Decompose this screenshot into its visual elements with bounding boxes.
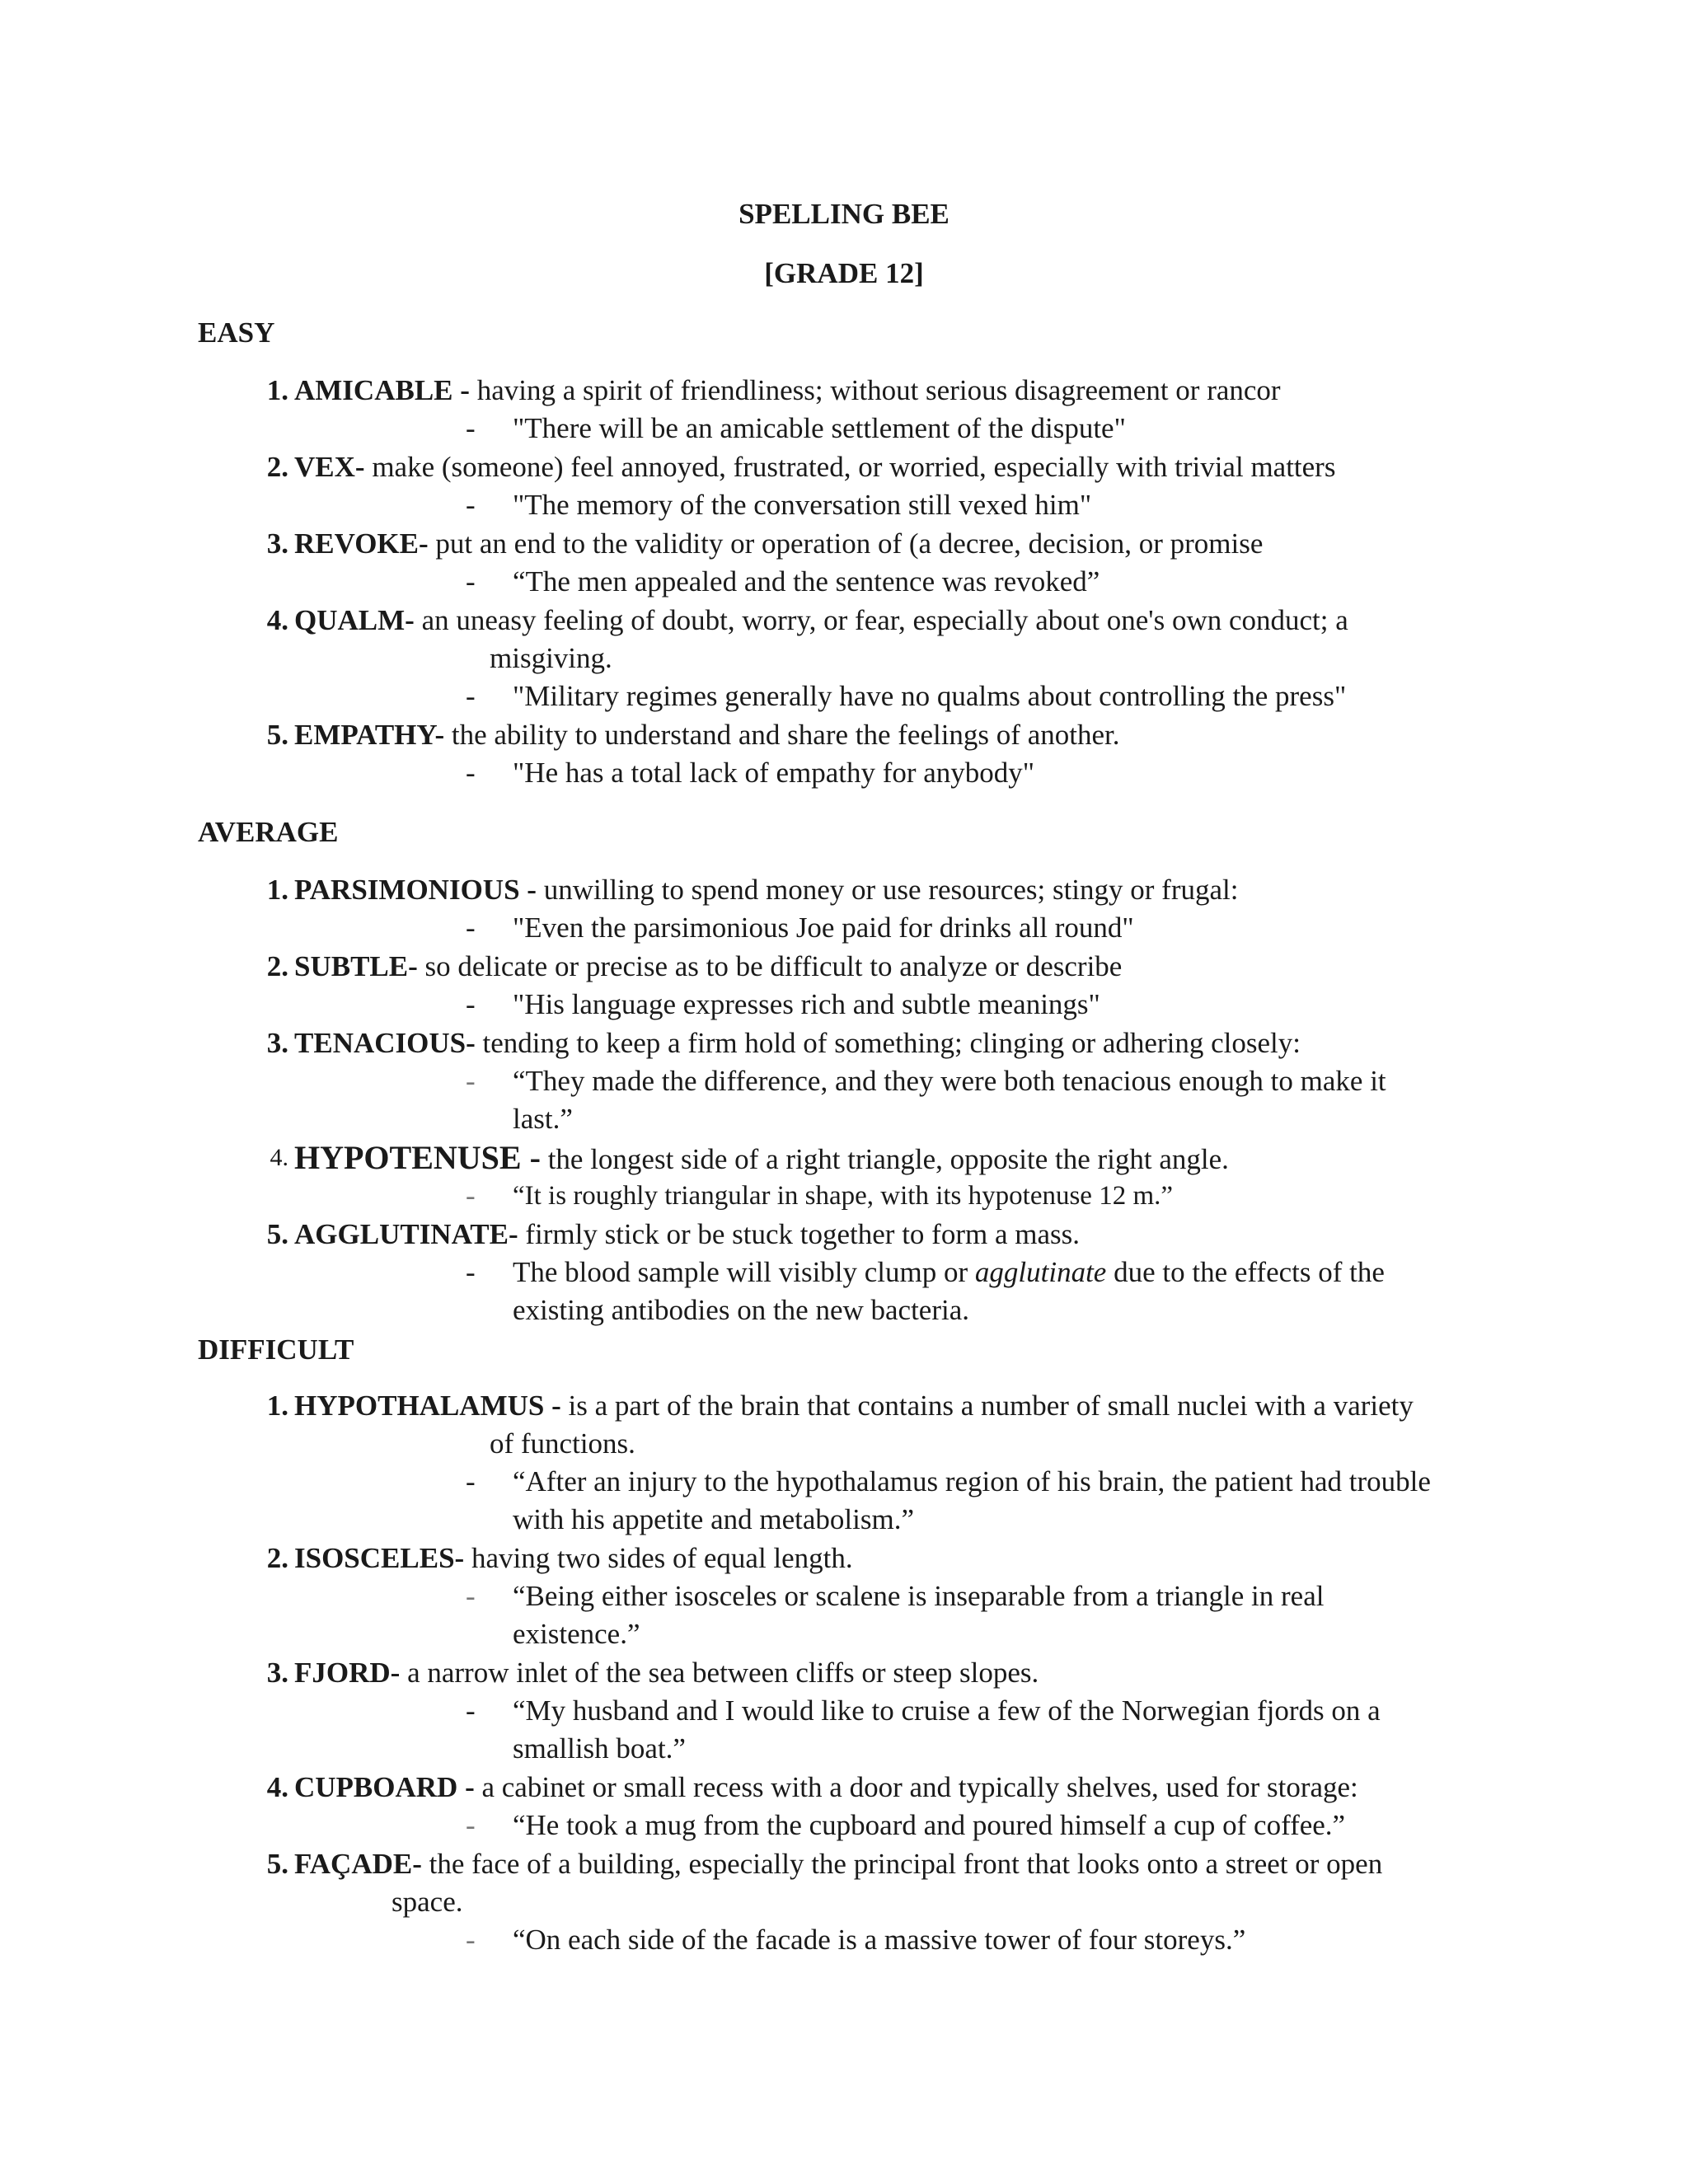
example-sentence: “Being either isosceles or scalene is inseparable from a triangle in real xyxy=(513,1580,1325,1612)
item-number: 4. xyxy=(270,1144,288,1171)
example-sentence: "The memory of the conversation still vexed him" xyxy=(513,489,1092,521)
example-sentence-continued: existing antibodies on the new bacteria. xyxy=(513,1294,970,1326)
definition: the face of a building, especially the principal front that looks onto a street or open xyxy=(421,1848,1383,1880)
definition: a narrow inlet of the sea between cliffs or steep slopes. xyxy=(400,1657,1039,1689)
bullet-dash: - xyxy=(466,565,476,598)
definition: is a part of the brain that contains a number of small nuclei with a variety xyxy=(560,1390,1414,1422)
example-sentence: The blood sample will visibly clump or agglutinate due to the effects of the xyxy=(513,1256,1385,1288)
bullet-dash: - xyxy=(466,1580,476,1612)
item-number: 2. xyxy=(266,1542,288,1574)
definition: make (someone) feel annoyed, frustrated, or worried, especially with trivial matters xyxy=(364,451,1336,483)
definition-continued: of functions. xyxy=(490,1427,635,1460)
spelling-word: HYPOTHALAMUS - xyxy=(294,1390,561,1422)
spelling-word: TENACIOUS- xyxy=(294,1027,476,1059)
spelling-word: ISOSCELES- xyxy=(294,1542,465,1574)
item-number: 1. xyxy=(266,874,288,906)
definition: tending to keep a firm hold of something; clinging or adhering closely: xyxy=(475,1027,1301,1059)
bullet-dash: - xyxy=(466,1256,476,1288)
example-sentence: “The men appealed and the sentence was revoked” xyxy=(513,565,1100,598)
definition: the longest side of a right triangle, opposite the right angle. xyxy=(540,1143,1229,1175)
example-sentence-continued: smallish boat.” xyxy=(513,1732,686,1765)
spelling-word: FAÇADE- xyxy=(294,1848,422,1880)
spelling-word: HYPOTENUSE - xyxy=(294,1139,541,1176)
item-number: 1. xyxy=(266,1390,288,1422)
definition: an uneasy feeling of doubt, worry, or fear, especially about one's own conduct; a xyxy=(414,604,1348,636)
section-heading-difficult: DIFFICULT xyxy=(198,1333,354,1366)
spelling-word: VEX- xyxy=(294,451,365,483)
definition: unwilling to spend money or use resources; stingy or frugal: xyxy=(536,874,1239,906)
bullet-dash: - xyxy=(466,1694,476,1727)
spelling-word: QUALM- xyxy=(294,604,415,636)
example-sentence-continued: last.” xyxy=(513,1103,573,1135)
bullet-dash: - xyxy=(466,988,476,1020)
spelling-word: PARSIMONIOUS - xyxy=(294,874,537,906)
item-number: 5. xyxy=(266,719,288,751)
item-number: 1. xyxy=(266,374,288,406)
bullet-dash: - xyxy=(466,1179,476,1212)
spelling-word: EMPATHY- xyxy=(294,719,445,751)
spelling-word: AGGLUTINATE- xyxy=(294,1218,518,1250)
bullet-dash: - xyxy=(466,489,476,521)
item-number: 3. xyxy=(266,1657,288,1689)
definition: a cabinet or small recess with a door and typically shelves, used for storage: xyxy=(474,1771,1358,1803)
item-number: 5. xyxy=(266,1218,288,1250)
definition: so delicate or precise as to be difficult to analyze or describe xyxy=(417,950,1123,982)
spelling-word: SUBTLE- xyxy=(294,950,418,982)
example-sentence: “My husband and I would like to cruise a few of the Norwegian fjords on a xyxy=(513,1694,1381,1727)
spelling-word: CUPBOARD - xyxy=(294,1771,475,1803)
item-number: 3. xyxy=(266,527,288,560)
spelling-word: AMICABLE - xyxy=(294,374,470,406)
spelling-word: REVOKE- xyxy=(294,527,429,560)
item-number: 2. xyxy=(266,950,288,982)
example-sentence: “He took a mug from the cupboard and poured himself a cup of coffee.” xyxy=(513,1809,1346,1841)
example-sentence: "There will be an amicable settlement of the dispute" xyxy=(513,412,1126,444)
example-sentence: "Military regimes generally have no qualms about controlling the press" xyxy=(513,680,1347,712)
example-sentence: "He has a total lack of empathy for anybody" xyxy=(513,757,1035,789)
item-number: 3. xyxy=(266,1027,288,1059)
italic-word: agglutinate xyxy=(974,1256,1107,1288)
example-sentence: "Even the parsimonious Joe paid for drinks all round" xyxy=(513,912,1134,944)
example-sentence: “They made the difference, and they were both tenacious enough to make it xyxy=(513,1065,1386,1097)
example-sentence-continued: existence.” xyxy=(513,1618,640,1650)
section-heading-average: AVERAGE xyxy=(198,816,339,848)
definition: having two sides of equal length. xyxy=(464,1542,853,1574)
example-sentence: “After an injury to the hypothalamus region of his brain, the patient had trouble xyxy=(513,1465,1431,1497)
example-sentence: “It is roughly triangular in shape, with its hypotenuse 12 m.” xyxy=(513,1181,1174,1211)
bullet-dash: - xyxy=(466,680,476,712)
example-sentence-continued: with his appetite and metabolism.” xyxy=(513,1503,914,1535)
definition: put an end to the validity or operation of (a decree, decision, or promise xyxy=(428,527,1264,560)
definition: having a spirit of friendliness; without serious disagreement or rancor xyxy=(469,374,1281,406)
bullet-dash: - xyxy=(466,757,476,789)
example-sentence: "His language expresses rich and subtle meanings" xyxy=(513,988,1100,1020)
spelling-word: FJORD- xyxy=(294,1657,401,1689)
bullet-dash: - xyxy=(466,912,476,944)
definition: the ability to understand and share the feelings of another. xyxy=(444,719,1120,751)
bullet-dash: - xyxy=(466,1065,476,1097)
definition: firmly stick or be stuck together to form a mass. xyxy=(518,1218,1080,1250)
example-sentence: “On each side of the facade is a massive tower of four storeys.” xyxy=(513,1924,1246,1956)
definition-continued: space. xyxy=(392,1886,463,1918)
bullet-dash: - xyxy=(466,1924,476,1956)
item-number: 4. xyxy=(266,1771,288,1803)
section-heading-easy: EASY xyxy=(198,316,275,349)
definition-continued: misgiving. xyxy=(490,642,612,674)
bullet-dash: - xyxy=(466,1809,476,1841)
bullet-dash: - xyxy=(466,1465,476,1497)
document-title: SPELLING BEE xyxy=(738,198,950,230)
document-subtitle: [GRADE 12] xyxy=(764,257,924,289)
item-number: 2. xyxy=(266,451,288,483)
bullet-dash: - xyxy=(466,412,476,444)
item-number: 5. xyxy=(266,1848,288,1880)
item-number: 4. xyxy=(266,604,288,636)
